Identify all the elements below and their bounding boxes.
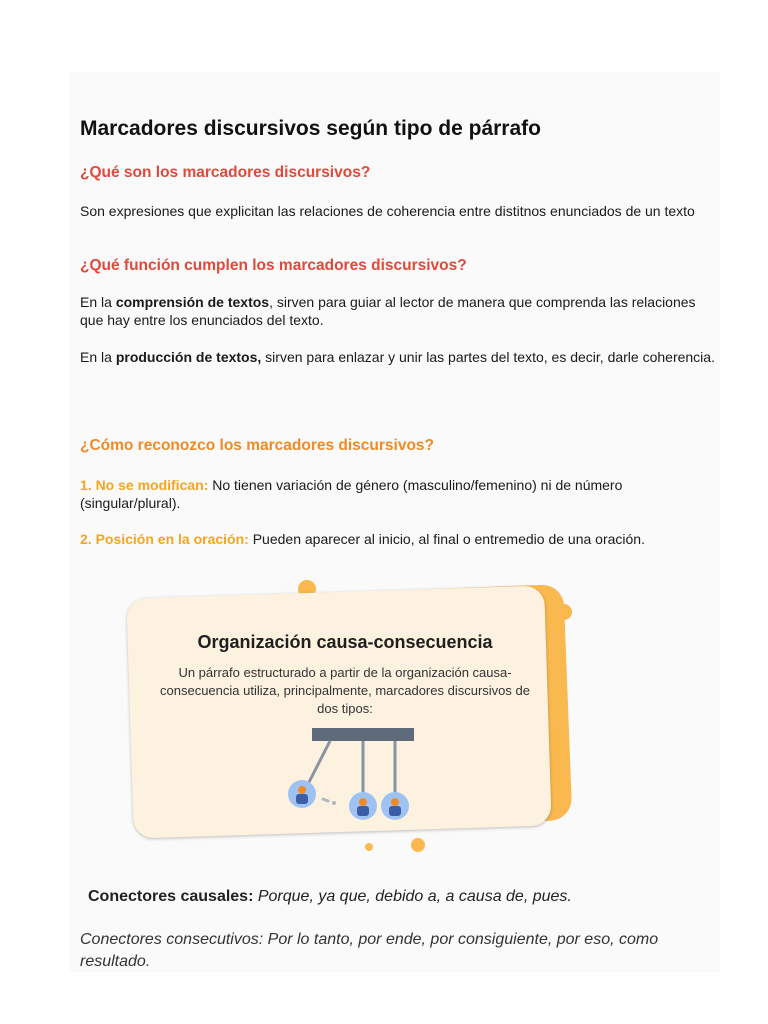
question-what-are: ¿Qué son los marcadores discursivos? bbox=[80, 164, 371, 181]
p2-prefix: En la bbox=[80, 349, 116, 365]
item2-text: Pueden aparecer al inicio, al final o entremedio de una oración. bbox=[248, 531, 645, 547]
decor-dot bbox=[411, 838, 425, 852]
item2-lead: 2. Posición en la oración: bbox=[80, 531, 249, 547]
p1-rest: , sirven para guiar al lector de manera que comprenda las relaciones que hay entre los enunciados del texto. bbox=[80, 294, 696, 328]
infographic-title: Organización causa-consecuencia bbox=[197, 632, 493, 652]
item1-text: No tienen variación de género (masculino/femenino) ni de número (singular/plural). bbox=[80, 477, 623, 511]
page-title: Marcadores discursivos según tipo de párrafo bbox=[80, 117, 541, 140]
question-recognize: ¿Cómo reconozco los marcadores discursivos? bbox=[80, 437, 435, 454]
decor-dot bbox=[365, 843, 373, 851]
paragraph-produccion bbox=[80, 348, 720, 366]
paragraph-comprension bbox=[80, 293, 720, 329]
question-function: ¿Qué función cumplen los marcadores discursivos? bbox=[80, 257, 467, 274]
consecutive-connectors: Conectores consecutivos: Por lo tanto, por ende, por consiguiente, por eso, como resultado. bbox=[80, 931, 659, 970]
causal-text: Porque, ya que, debido a, a causa de, pues. bbox=[253, 888, 572, 905]
p2-bold: producción de textos, bbox=[115, 349, 262, 365]
p1-bold: comprensión de textos bbox=[115, 294, 270, 310]
infographic-text: Un párrafo estructurado a partir de la organización causa-consecuencia utiliza, principalmente, marcadores discursivos de dos tipos: bbox=[160, 665, 530, 716]
item1-lead: 1. No se modifican: bbox=[80, 477, 209, 493]
list-item-no-modifican bbox=[80, 476, 720, 512]
causal-connectors bbox=[88, 888, 572, 906]
answer-what-are: Son expresiones que explicitan las relaciones de coherencia entre distitnos enunciados de un texto bbox=[80, 203, 695, 219]
causal-label: Conectores causales: bbox=[88, 888, 254, 905]
p1-prefix: En la bbox=[80, 294, 116, 310]
newtons-cradle-icon bbox=[280, 724, 430, 824]
p2-rest: sirven para enlazar y unir las partes del texto, es decir, darle coherencia. bbox=[261, 349, 715, 365]
list-item-posicion bbox=[80, 530, 720, 548]
